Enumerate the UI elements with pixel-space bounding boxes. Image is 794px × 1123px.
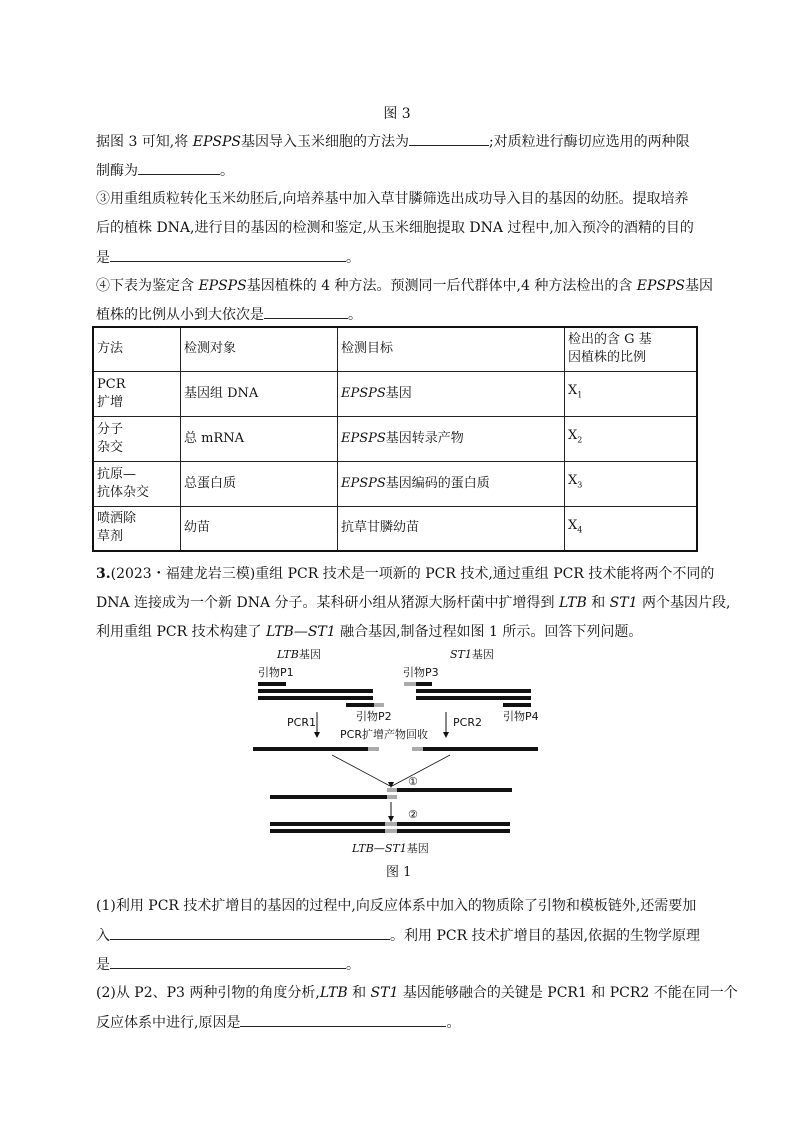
table-cell: 抗原— 抗体杂交: [93, 461, 181, 506]
primer-p3-label: 引物P3: [403, 666, 439, 679]
paragraph-3-line1: ③用重组质粒转化玉米幼胚后,向培养基中加入草甘膦筛选出成功导入目的基因的幼胚。提取培养: [96, 191, 689, 207]
table-cell: 抗草甘膦幼苗: [338, 506, 565, 551]
primer-p4-label: 引物P4: [503, 710, 539, 723]
table-cell: 喷洒除 草剂: [93, 506, 181, 551]
paragraph-4-line2: 植株的比例从小到大依次是 。: [96, 304, 696, 325]
st1-product: [423, 747, 538, 751]
table-cell: EPSPS基因编码的蛋白质: [338, 461, 565, 506]
primer-p2-label: 引物P2: [356, 710, 392, 723]
figure-1-caption: 图 1: [386, 865, 412, 880]
ltb-strand-top: [258, 689, 373, 693]
answer-blank[interactable]: [110, 925, 390, 940]
fusion-gene-label: LTB—ST1基因: [352, 842, 429, 855]
ltb-gene-label: LTB基因: [277, 648, 321, 661]
step-1-label: ①: [408, 775, 418, 788]
question-3-line3: 利用重组 PCR 技术构建了 LTB—ST1 融合基因,制备过程如图 1 所示。回答下列问题。: [96, 624, 643, 640]
primer-p3-overlap: [404, 682, 416, 686]
table-cell: PCR 扩增: [93, 371, 181, 416]
table-header-row: [93, 327, 697, 371]
paragraph-method: 据图 3 可知,将 EPSPS基因导入玉米细胞的方法为 ;对质粒进行酶切应选用的两种限: [96, 131, 696, 152]
table-row: [93, 506, 697, 551]
paragraph-3-line2: 后的植株 DNA,进行目的基因的检测和鉴定,从玉米细胞提取 DNA 过程中,加入预冷的酒精的目的: [96, 220, 694, 236]
question-3-2-line1: (2)从 P2、P3 两种引物的角度分析,LTB 和 ST1 基因能够融合的关键是 PCR1 和 PCR2 不能在同一个: [96, 985, 738, 1001]
table-cell: 基因组 DNA: [181, 371, 338, 416]
table-cell: EPSPS基因转录产物: [338, 416, 565, 461]
answer-blank[interactable]: [138, 160, 220, 175]
table-header-cell: 检测目标: [338, 327, 565, 371]
annealed-strand-top: [389, 788, 512, 792]
table-cell: $X_1$: [565, 371, 698, 416]
answer-blank[interactable]: [110, 247, 346, 262]
step-2-label: ②: [408, 808, 418, 821]
table-row: [93, 416, 697, 461]
answer-blank[interactable]: [110, 954, 346, 969]
primer-p1: [258, 682, 286, 686]
table-cell: 分子 杂交: [93, 416, 181, 461]
st1-gene-label: ST1基因: [450, 648, 494, 661]
question-3-2-line2: 反应体系中进行,原因是 。: [96, 1012, 696, 1033]
detection-methods-table: [92, 326, 698, 552]
recombinant-pcr-diagram: [240, 640, 550, 880]
table-cell: EPSPS基因: [338, 371, 565, 416]
table-cell: 总蛋白质: [181, 461, 338, 506]
table-cell: 总 mRNA: [181, 416, 338, 461]
paragraph-3-line3: 是 。: [96, 247, 696, 268]
table-cell: $X_2$: [565, 416, 698, 461]
figure-3-caption: 图 3: [383, 106, 411, 122]
product-recovery-label: PCR扩增产物回收: [340, 728, 428, 741]
primer-p1-label: 引物P1: [258, 666, 294, 679]
pcr1-label: PCR1: [287, 716, 316, 729]
paragraph-enzyme: 制酶为 。: [96, 160, 696, 181]
table-header-cell: 方法: [93, 327, 181, 371]
primer-p3: [416, 682, 432, 686]
question-3-1-line1: (1)利用 PCR 技术扩增目的基因的过程中,向反应体系中加入的物质除了引物和模板链外,还需要加: [96, 898, 697, 914]
table-cell: 幼苗: [181, 506, 338, 551]
table-cell: $X_4$: [565, 506, 698, 551]
pcr2-label: PCR2: [453, 716, 482, 729]
table-cell: $X_3$: [565, 461, 698, 506]
primer-p2: [346, 703, 374, 707]
primer-p2-overlap: [374, 703, 384, 707]
answer-blank[interactable]: [409, 131, 489, 146]
answer-blank[interactable]: [264, 304, 348, 319]
question-3-1-line2: 入 。利用 PCR 技术扩增目的基因,依据的生物学原理: [96, 925, 696, 946]
table-header-cell: 检出的含 G 基 因植株的比例: [565, 327, 698, 371]
answer-blank[interactable]: [240, 1012, 446, 1027]
table-row: [93, 461, 697, 506]
st1-strand-bottom: [416, 696, 531, 700]
question-3-line1: 3.(2023・福建龙岩三模)重组 PCR 技术是一项新的 PCR 技术,通过重组 PCR 技术能将两个不同的: [96, 566, 715, 582]
table-header-cell: 检测对象: [181, 327, 338, 371]
question-3-1-line3: 是 。: [96, 954, 696, 975]
primer-p4: [503, 703, 531, 707]
table-row: [93, 371, 697, 416]
question-3-line2: DNA 连接成为一个新 DNA 分子。某科研小组从猪源大肠杆菌中扩增得到 LTB 和 ST1 两个基因片段,: [96, 595, 731, 611]
ltb-product: [253, 747, 368, 751]
paragraph-4-line1: ④下表为鉴定含 EPSPS基因植株的 4 种方法。预测同一后代群体中,4 种方法检出的含 EPSPS基因: [96, 278, 714, 294]
annealed-strand-bottom: [270, 795, 387, 799]
ltb-strand-bottom: [258, 696, 373, 700]
st1-strand-top: [416, 689, 531, 693]
